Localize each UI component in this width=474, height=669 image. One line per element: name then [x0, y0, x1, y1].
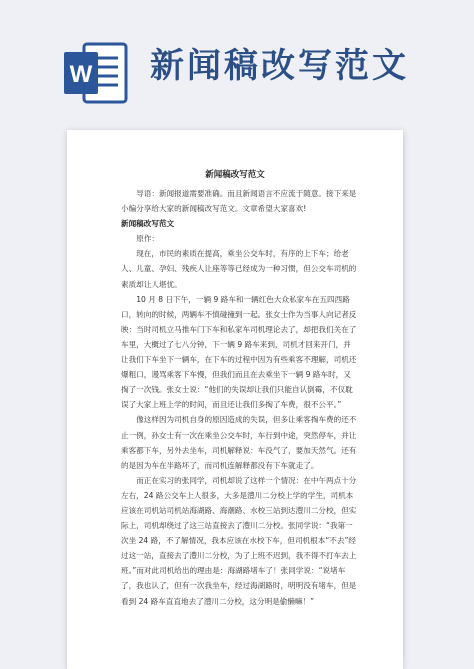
original-label: 原作：: [136, 234, 159, 244]
banner: [0, 0, 474, 120]
banner-title: 新闻稿改写范文: [150, 46, 409, 86]
word-doc-icon: [62, 38, 130, 108]
body-paragraph: 而正在实习的张同学，司机却说了这样一个情况：在中午两点十分左右，24 路公交车上人很多，大多是澧川二分校上学的学生，司机本应该在司机站司机站海湖路、海潮路、水校三站到达澧川二分校，但实际上，司机却绕过了这三站直接去了澧川二分校。张同学说：“我第一次坐 24 路，不了解情况，我本应该在水校下车，但司机根本“不去”经过这一站，直接去了澧川二分校，为了上班不迟到，我不得不打车去上班。”而对此司机给出的理由是：海湖路堵车了！张同学说：“说堵车了，我也认了，但有一次我坐车，经过海湖路时，明明没有堵车，但是看到 24 路车直直地去了澧川二分校，这分明是偷懒嘛！”: [121, 475, 357, 606]
document-body: [121, 186, 357, 609]
document-title: 新闻稿改写范文: [205, 170, 265, 180]
document-page: [67, 130, 403, 669]
body-paragraph: 现在，市民的素质在提高，乘坐公交车时，有序的上下车；给老人、儿童、孕妇、残疾人让座等等已经成为一种习惯，但公交车司机的素质却让人堪忧。: [121, 249, 357, 289]
intro-paragraph: 导语：新闻报道需要准确。而且新闻语言不应流于随意。接下来是小编分享给大家的新闻稿改写范文。文章希望大家喜欢!: [121, 189, 357, 214]
body-paragraph: 10 月 8 日下午，一辆 9 路车和一辆红色大众私家车在五四西路口，转向的时候，两辆车不慎碰撞到一起。张女士作为当事人向记者反映：当时司机立马推车门下车和私家车司机理论去了，却把我们关在了车里，大概过了七八分钟，下一辆 9 路车来到，司机才回来开门，并让我们下车坐下一辆车，在下车的过程中因为有些乘客不理解，司机还爆粗口，谩骂乘客下车慢，但我们而且在去乘坐下一辆 9 路车时，又掏了一次钱。张女士说：“他们的失误却让我们只能自认倒霉，不仅耽误了大家上班上学的时间，而且还让我们多掏了车费，很不公平。”: [121, 294, 357, 410]
word-icon-letter: W: [69, 61, 93, 88]
body-paragraph: 像这样因为司机自身的原因造成的失误，但多让乘客掏车费的还不止一例，孙女士有一次在乘坐公交车时，车行到中途，突然停车，并让乘客都下车，另外去坐车，司机解释说：车没气了，要加天然气。还有的是因为车在半路坏了，而司机连解释都没有下车就走了。: [121, 415, 357, 470]
section-heading: 新闻稿改写范文: [121, 219, 175, 229]
